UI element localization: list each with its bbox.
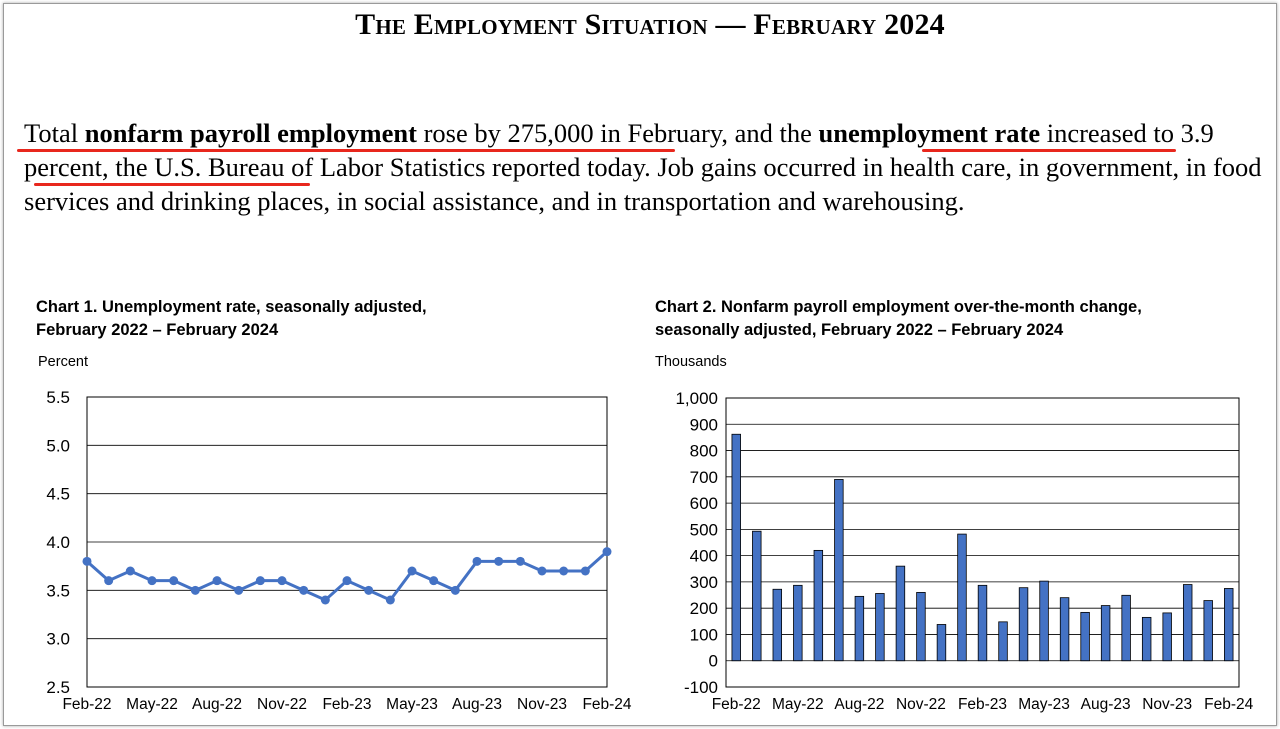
chart2-bar xyxy=(732,434,741,660)
chart1-data-point xyxy=(386,596,395,605)
chart1-data-point xyxy=(299,586,308,595)
chart2-ytick-label: 200 xyxy=(689,599,718,619)
chart2-title-line1: Chart 2. Nonfarm payroll employment over-the-month change, xyxy=(655,298,1142,316)
chart2-bar xyxy=(794,585,803,660)
summary-text-5: , the U.S. Bureau of Labor Statistics reported today. Job gains occurred in health care, in government, in food services and drinking places, in social assistance, and in transportation and warehousing. xyxy=(24,152,1262,216)
chart2-bar-chart xyxy=(640,375,1280,729)
chart1-data-point xyxy=(278,576,287,585)
chart2-bar xyxy=(958,534,967,661)
chart2-xtick-label: May-22 xyxy=(771,696,824,713)
chart1-xtick-label: May-22 xyxy=(126,696,178,713)
chart2-xtick-label: Feb-24 xyxy=(1204,696,1254,713)
chart1-data-point xyxy=(429,576,438,585)
chart2-ytick-label: 0 xyxy=(708,651,718,671)
underline-unemployment xyxy=(922,149,1176,152)
chart1-data-point xyxy=(169,576,178,585)
chart2-bar xyxy=(773,589,782,660)
chart2-ytick-label: 500 xyxy=(689,520,718,540)
chart1-xtick-label: Nov-22 xyxy=(257,696,307,713)
chart1-series-line xyxy=(87,552,607,600)
chart2-ytick-label: 800 xyxy=(689,441,718,461)
chart2-xtick-label: Nov-23 xyxy=(1142,696,1193,713)
summary-bold-unemployment: unemployment rate xyxy=(818,118,1041,148)
chart1-data-point xyxy=(494,557,503,566)
summary-text-2: rose by xyxy=(416,118,508,148)
chart2-bar xyxy=(896,566,905,661)
chart1-data-point xyxy=(408,567,417,576)
chart2-title-line2: seasonally adjusted, February 2022 – February 2024 xyxy=(655,321,1064,339)
chart1-ytick-label: 3.5 xyxy=(46,581,70,601)
summary-text-3: in February, and the xyxy=(593,118,819,148)
chart1-data-point xyxy=(364,586,373,595)
chart2-bar xyxy=(1183,585,1192,661)
chart1-ytick-label: 3.0 xyxy=(46,629,70,649)
chart1-data-point xyxy=(473,557,482,566)
chart2-ytick-label: 1,000 xyxy=(675,389,718,408)
chart2-bar xyxy=(752,531,761,661)
chart2-bar xyxy=(1040,581,1049,661)
underline-payroll xyxy=(17,149,675,152)
chart2-bar xyxy=(1122,595,1131,660)
chart1-data-point xyxy=(191,586,200,595)
chart1-xtick-label: Aug-23 xyxy=(452,696,502,713)
chart1-data-point xyxy=(126,567,135,576)
chart1-data-point xyxy=(516,557,525,566)
chart2-ytick-label: 100 xyxy=(689,625,718,645)
chart1-data-point xyxy=(343,576,352,585)
chart2-bar xyxy=(1060,598,1069,661)
chart1-data-point xyxy=(603,547,612,556)
chart2-xtick-label: Feb-23 xyxy=(957,696,1008,713)
summary-bold-payroll: nonfarm payroll employment xyxy=(84,118,417,148)
chart2-ytick-label: 300 xyxy=(689,572,718,592)
chart1-data-point xyxy=(321,596,330,605)
chart2-ytick-label: -100 xyxy=(683,678,718,697)
chart1-xtick-label: Feb-22 xyxy=(62,696,112,713)
underline-rate-change xyxy=(34,183,310,186)
chart2-bar xyxy=(1204,601,1213,661)
page-title: The Employment Situation — February 2024 xyxy=(355,8,945,41)
chart2-bar xyxy=(1163,613,1172,661)
chart1-xtick-label: Feb-23 xyxy=(322,696,372,713)
chart2-ytick-label: 400 xyxy=(689,546,718,566)
chart2-xtick-label: Nov-22 xyxy=(895,696,946,713)
chart2-ytick-label: 700 xyxy=(689,467,718,487)
chart2-bar xyxy=(814,550,823,660)
chart2-xtick-label: Feb-22 xyxy=(711,696,761,713)
chart1-xtick-label: Nov-23 xyxy=(517,696,567,713)
chart2-bar xyxy=(978,585,987,660)
chart2-bar xyxy=(937,624,946,660)
chart1-data-point xyxy=(581,567,590,576)
chart1-ytick-label: 4.5 xyxy=(46,484,70,504)
summary-text-4 xyxy=(1040,118,1047,148)
chart1-ytick-label: 5.0 xyxy=(46,436,70,456)
chart2-bar xyxy=(1019,588,1028,661)
chart2-bar xyxy=(1081,612,1090,660)
chart2-bar xyxy=(917,592,926,660)
chart2-xtick-label: Aug-22 xyxy=(834,696,885,713)
chart1-xtick-label: Feb-24 xyxy=(582,696,632,713)
chart2-title xyxy=(655,296,1142,342)
chart2-bar xyxy=(999,622,1008,661)
chart1-ytick-label: 2.5 xyxy=(46,678,70,697)
chart2-bar xyxy=(835,479,844,660)
chart2-bar xyxy=(1101,606,1110,661)
chart2-bar xyxy=(1142,617,1151,660)
chart1-data-point xyxy=(234,586,243,595)
chart2-bar xyxy=(876,593,885,660)
summary-paragraph xyxy=(24,116,1274,218)
chart1-data-point xyxy=(104,576,113,585)
chart2-ytick-label: 900 xyxy=(689,415,718,435)
chart1-xtick-label: Aug-22 xyxy=(192,696,242,713)
chart2-bar xyxy=(1224,588,1233,660)
chart2-xtick-label: Aug-23 xyxy=(1080,696,1131,713)
chart1-data-point xyxy=(451,586,460,595)
chart1-title-line2: February 2022 – February 2024 xyxy=(36,321,279,339)
chart1-data-point xyxy=(148,576,157,585)
chart1-ylabel: Percent xyxy=(38,354,88,370)
summary-rate-change: increased to 3.9 percent xyxy=(24,118,1214,182)
chart1-data-point xyxy=(213,576,222,585)
chart1-data-point xyxy=(83,557,92,566)
summary-text-1: Total xyxy=(24,118,85,148)
chart2-bar xyxy=(855,596,864,660)
chart2-ylabel: Thousands xyxy=(655,354,727,370)
chart1-ytick-label: 4.0 xyxy=(46,533,70,552)
chart1-data-point xyxy=(256,576,265,585)
chart1-xtick-label: May-23 xyxy=(386,696,438,713)
chart1-data-point xyxy=(538,567,547,576)
chart1-ytick-label: 5.5 xyxy=(46,388,70,407)
chart1-data-point xyxy=(559,567,568,576)
chart1-title-line1: Chart 1. Unemployment rate, seasonally adjusted, xyxy=(36,298,427,316)
chart1-title xyxy=(36,296,427,342)
summary-jobs-number: 275,000 xyxy=(507,118,594,148)
chart1-line-chart xyxy=(0,375,640,729)
chart2-xtick-label: May-23 xyxy=(1018,696,1070,713)
chart2-ytick-label: 600 xyxy=(689,494,718,514)
